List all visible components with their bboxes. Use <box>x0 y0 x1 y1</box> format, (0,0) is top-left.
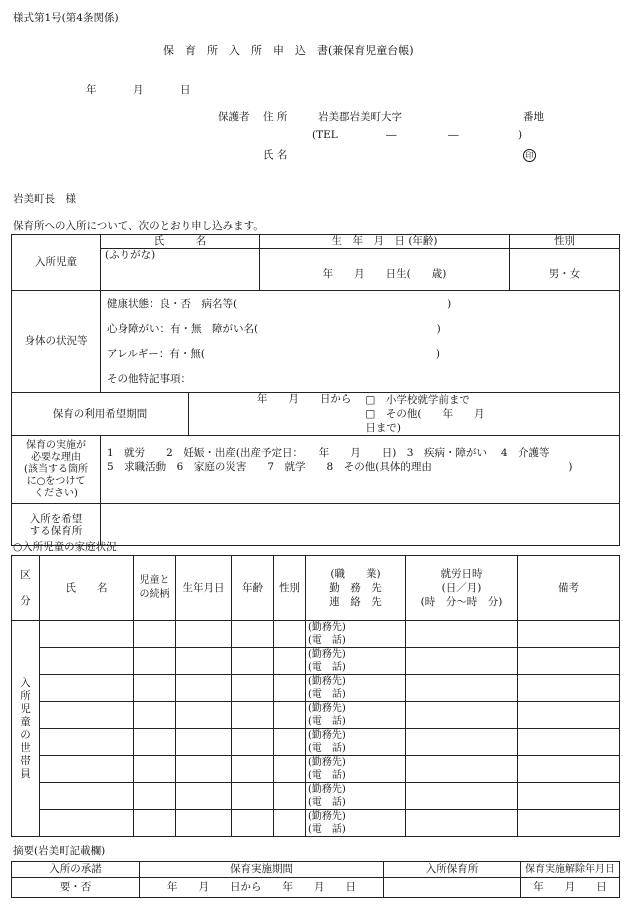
seal-mark <box>523 149 536 162</box>
member-sex-cell[interactable] <box>274 729 306 756</box>
disability-line: 心身障がい：有・無 障がい名( ) <box>107 322 441 335</box>
table-row <box>12 621 620 635</box>
col-period: 保育実施期間 <box>140 862 384 878</box>
member-work-cell[interactable]: (勤務先) <box>306 702 406 716</box>
member-work-cell[interactable]: (勤務先) <box>306 756 406 770</box>
table-row <box>12 729 620 743</box>
reason-line-2: 5 求職活動 6 家庭の災害 7 就学 8 その他(具体的理由 ) <box>107 461 573 473</box>
member-birth-cell[interactable] <box>176 648 232 675</box>
col-nursery: 入所保育所 <box>384 862 521 878</box>
seal-icon: 印 <box>523 149 536 162</box>
summary-table <box>11 861 620 898</box>
col-member-birth: 生年月日 <box>176 556 232 621</box>
child-name-cell[interactable] <box>101 249 260 291</box>
period-from: 年 月 日から <box>256 393 352 405</box>
health-line: 健康状態：良・否 病名等( ) <box>107 297 452 310</box>
member-sex-cell[interactable] <box>274 783 306 810</box>
body-status-cell[interactable] <box>101 291 620 393</box>
member-phone-cell[interactable]: (電 話) <box>306 769 406 783</box>
period-label: 保育の利用希望期間 <box>12 393 189 436</box>
reason-label: 保育の実施が 必要な理由 (該当する箇所 に○をつけて ください) <box>12 436 101 504</box>
period-from-cell[interactable] <box>189 393 510 436</box>
table-row <box>12 756 620 770</box>
member-birth-cell[interactable] <box>176 729 232 756</box>
col-relation: 児童との続柄 <box>134 556 176 621</box>
member-hours-cell[interactable] <box>406 648 518 675</box>
member-name-cell[interactable] <box>40 702 134 729</box>
member-work-cell[interactable]: (勤務先) <box>306 783 406 797</box>
member-notes-cell[interactable] <box>518 729 620 756</box>
child-sex-cell[interactable]: 男・女 <box>510 249 620 291</box>
child-row-label: 入所児童 <box>12 235 101 291</box>
member-birth-cell[interactable] <box>176 621 232 648</box>
col-cancel: 保育実施解除年月日 <box>521 862 620 878</box>
tel-dash-2: ― <box>448 129 459 141</box>
intro-text: 保育所への入所について、次のとおり申し込みます。 <box>13 220 264 232</box>
member-notes-cell[interactable] <box>518 648 620 675</box>
member-relation-cell[interactable] <box>134 675 176 702</box>
family-section-title: ○入所児童の家庭状況 <box>13 541 117 553</box>
member-age-cell[interactable] <box>232 648 274 675</box>
period-option-2[interactable]: □ その他( 年 月 日まで) <box>365 408 506 434</box>
member-work-cell[interactable]: (勤務先) <box>306 621 406 635</box>
member-age-cell[interactable] <box>232 702 274 729</box>
member-notes-cell[interactable] <box>518 675 620 702</box>
desired-nursery-label: 入所を希望 する保育所 <box>12 504 101 546</box>
member-birth-cell[interactable] <box>176 675 232 702</box>
member-work-cell[interactable]: (勤務先) <box>306 675 406 689</box>
member-name-cell[interactable] <box>40 675 134 702</box>
form-number: 様式第1号(第4条関係) <box>13 12 119 24</box>
date-day: 日 <box>180 84 191 96</box>
member-work-cell[interactable]: (勤務先) <box>306 729 406 743</box>
col-job: (職 業) 勤 務 先 連 絡 先 <box>306 556 406 621</box>
col-child-name: 氏 名 <box>101 235 260 249</box>
nursery-cell[interactable] <box>384 878 521 898</box>
allergy-line: アレルギー：有・無( ) <box>107 347 441 360</box>
member-sex-cell[interactable] <box>274 621 306 648</box>
member-hours-cell[interactable] <box>406 702 518 729</box>
member-hours-cell[interactable] <box>406 756 518 783</box>
member-relation-cell[interactable] <box>134 621 176 648</box>
member-name-cell[interactable] <box>40 729 134 756</box>
page-title: 保 育 所 入 所 申 込 書(兼保育児童台帳) <box>163 44 414 57</box>
member-sex-cell[interactable] <box>274 810 306 837</box>
member-phone-cell[interactable]: (電 話) <box>306 742 406 756</box>
date-year: 年 <box>86 84 97 96</box>
member-name-cell[interactable] <box>40 621 134 648</box>
member-phone-cell[interactable]: (電 話) <box>306 634 406 648</box>
guardian-label: 保護者 <box>218 111 250 123</box>
address-label: 住 所 <box>263 111 288 123</box>
member-age-cell[interactable] <box>232 756 274 783</box>
member-phone-cell[interactable]: (電 話) <box>306 796 406 810</box>
member-name-cell[interactable] <box>40 810 134 837</box>
member-notes-cell[interactable] <box>518 810 620 837</box>
member-age-cell[interactable] <box>232 729 274 756</box>
member-relation-cell[interactable] <box>134 729 176 756</box>
member-hours-cell[interactable] <box>406 621 518 648</box>
period-cell[interactable]: 年 月 日から 年 月 日 <box>140 878 384 898</box>
col-kubun: 区分 <box>12 556 40 621</box>
member-name-cell[interactable] <box>40 756 134 783</box>
table-row <box>12 810 620 824</box>
table-row <box>12 675 620 689</box>
col-member-age: 年齢 <box>232 556 274 621</box>
col-hours: 就労日時 (日／月) (時 分～時 分) <box>406 556 518 621</box>
member-age-cell[interactable] <box>232 621 274 648</box>
member-hours-cell[interactable] <box>406 675 518 702</box>
body-status-label: 身体の状況等 <box>12 291 101 393</box>
table-row <box>12 648 620 662</box>
other-line: その他特記事項： <box>107 372 191 385</box>
desired-nursery-cell[interactable] <box>101 504 620 546</box>
member-hours-cell[interactable] <box>406 783 518 810</box>
member-sex-cell[interactable] <box>274 756 306 783</box>
member-age-cell[interactable] <box>232 783 274 810</box>
name-label: 氏 名 <box>263 149 288 161</box>
tel-open: (TEL <box>312 129 338 141</box>
addressee: 岩美町長 様 <box>13 193 76 205</box>
member-phone-cell[interactable]: (電 話) <box>306 661 406 675</box>
table-row <box>12 702 620 716</box>
member-relation-cell[interactable] <box>134 756 176 783</box>
member-birth-cell[interactable] <box>176 810 232 837</box>
member-hours-cell[interactable] <box>406 729 518 756</box>
member-sex-cell[interactable] <box>274 648 306 675</box>
application-table <box>11 234 620 546</box>
child-birth-cell[interactable]: 年 月 日生( 歳) <box>260 249 510 291</box>
col-child-sex: 性別 <box>510 235 620 249</box>
address-value: 岩美郡岩美町大字 <box>318 111 402 123</box>
tel-close: ) <box>518 129 523 141</box>
member-relation-cell[interactable] <box>134 810 176 837</box>
col-member-sex: 性別 <box>274 556 306 621</box>
col-child-birth: 生 年 月 日 (年齢) <box>260 235 510 249</box>
furigana-label: (ふりがな) <box>105 249 156 261</box>
member-relation-cell[interactable] <box>134 783 176 810</box>
address-suffix: 番地 <box>523 111 544 123</box>
member-age-cell[interactable] <box>232 810 274 837</box>
col-notes: 備考 <box>518 556 620 621</box>
member-notes-cell[interactable] <box>518 783 620 810</box>
period-option-1[interactable]: □ 小学校就学前まで <box>365 394 470 406</box>
member-phone-cell[interactable]: (電 話) <box>306 715 406 729</box>
family-table <box>11 555 620 837</box>
table-row <box>12 783 620 797</box>
member-relation-cell[interactable] <box>134 702 176 729</box>
member-sex-cell[interactable] <box>274 702 306 729</box>
member-notes-cell[interactable] <box>518 756 620 783</box>
member-notes-cell[interactable] <box>518 621 620 648</box>
member-phone-cell[interactable]: (電 話) <box>306 823 406 837</box>
member-birth-cell[interactable] <box>176 702 232 729</box>
member-birth-cell[interactable] <box>176 756 232 783</box>
member-name-cell[interactable] <box>40 648 134 675</box>
member-work-cell[interactable]: (勤務先) <box>306 810 406 824</box>
date-month: 月 <box>133 84 144 96</box>
member-birth-cell[interactable] <box>176 783 232 810</box>
tel-dash-1: ― <box>386 129 397 141</box>
member-phone-cell[interactable]: (電 話) <box>306 688 406 702</box>
summary-title: 摘要(岩美町記載欄) <box>13 845 106 857</box>
cancel-cell[interactable]: 年 月 日 <box>521 878 620 898</box>
household-side-label: 入所児童の世帯員 <box>12 621 40 837</box>
col-member-name: 氏 名 <box>40 556 134 621</box>
member-work-cell[interactable]: (勤務先) <box>306 648 406 662</box>
member-hours-cell[interactable] <box>406 810 518 837</box>
approval-cell[interactable]: 要・否 <box>12 878 140 898</box>
member-sex-cell[interactable] <box>274 675 306 702</box>
member-age-cell[interactable] <box>232 675 274 702</box>
member-relation-cell[interactable] <box>134 648 176 675</box>
reason-cell[interactable] <box>101 436 620 504</box>
member-name-cell[interactable] <box>40 783 134 810</box>
col-approval: 入所の承諾 <box>12 862 140 878</box>
reason-line-1: 1 就労 2 妊娠・出産(出産予定日： 年 月 日) 3 疾病・障がい 4 介護等 <box>107 447 550 459</box>
member-notes-cell[interactable] <box>518 702 620 729</box>
